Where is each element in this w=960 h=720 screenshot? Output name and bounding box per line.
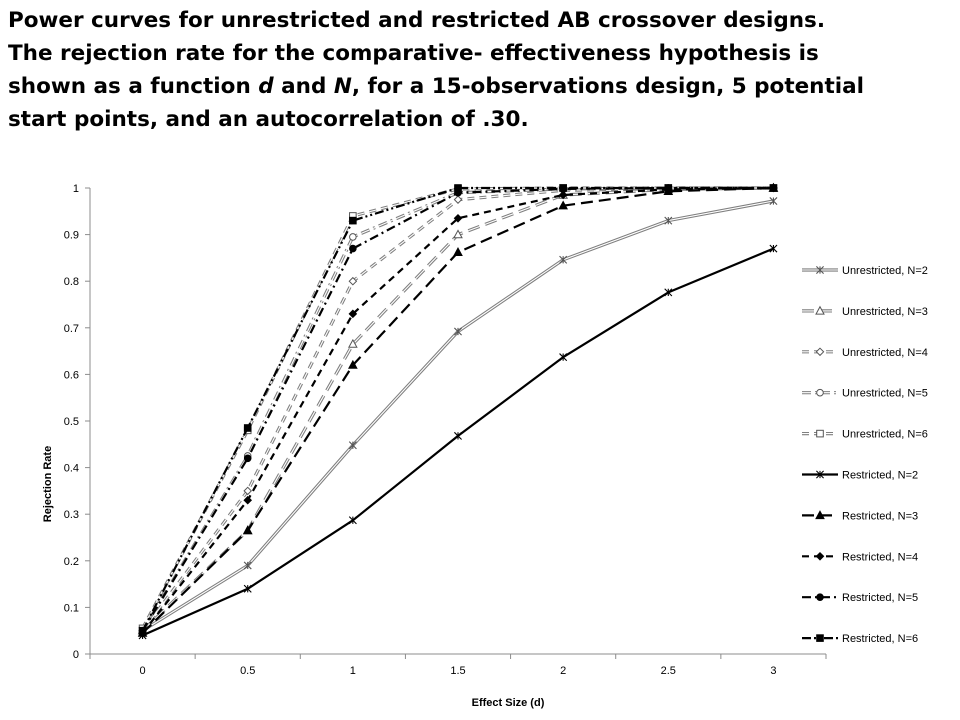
y-tick-label: 0.7 xyxy=(63,322,79,335)
x-tick-label: 0 xyxy=(139,665,146,677)
caption-line-3-start: shown as a function xyxy=(8,74,251,99)
data-point xyxy=(349,517,356,524)
data-point xyxy=(455,185,462,192)
legend-label: Restricted, N=5 xyxy=(842,592,919,605)
data-point xyxy=(816,553,823,560)
legend-item xyxy=(802,388,928,400)
y-tick-label: 0.4 xyxy=(63,462,79,475)
data-point xyxy=(350,245,357,252)
data-point xyxy=(454,196,461,203)
caption-line-1: Power curves for unrestricted and restricted AB crossover designs. xyxy=(8,8,826,33)
data-point xyxy=(560,354,567,361)
data-point xyxy=(560,185,567,192)
x-tick-label: 3 xyxy=(770,665,777,677)
y-tick-label: 0.3 xyxy=(63,509,79,522)
legend-item xyxy=(802,510,918,522)
caption-line-4: start points, and an autocorrelation of .30. xyxy=(8,107,529,132)
legend-item xyxy=(802,347,928,359)
data-point xyxy=(817,635,824,642)
data-point xyxy=(817,389,824,396)
legend-item xyxy=(802,592,918,604)
series-line xyxy=(143,201,774,631)
caption-variable-d: d xyxy=(258,74,274,99)
legend-item xyxy=(802,265,928,277)
legend-item xyxy=(802,633,918,645)
power-curve-chart xyxy=(0,170,960,720)
caption-line-3-end: , for a 15-observations design, 5 potential xyxy=(351,74,865,99)
data-point xyxy=(350,217,357,224)
legend-label: Restricted, N=3 xyxy=(842,510,919,523)
caption-line-2: The rejection rate for the comparative- effectiveness hypothesis is xyxy=(8,41,819,66)
series-line xyxy=(143,249,774,636)
legend-label: Unrestricted, N=6 xyxy=(842,428,928,441)
axes xyxy=(64,183,826,677)
y-tick-label: 0.2 xyxy=(63,555,79,568)
series xyxy=(139,245,777,639)
legend-label: Unrestricted, N=3 xyxy=(842,305,928,318)
data-point xyxy=(244,425,251,432)
legend xyxy=(802,265,928,645)
data-point xyxy=(350,234,357,241)
series xyxy=(139,197,777,634)
data-point xyxy=(665,185,672,192)
caption-variable-n: N xyxy=(333,74,352,99)
legend-item xyxy=(802,470,918,482)
y-tick-label: 0.6 xyxy=(63,369,79,382)
data-point xyxy=(817,430,824,437)
data-point xyxy=(454,248,462,255)
data-point xyxy=(816,348,823,355)
plot-area xyxy=(139,184,778,639)
series xyxy=(139,184,778,636)
data-point xyxy=(139,627,146,634)
legend-item xyxy=(802,429,928,441)
data-point xyxy=(349,442,356,449)
x-tick-label: 0.5 xyxy=(240,665,256,677)
y-tick-label: 0.1 xyxy=(63,602,79,615)
x-tick-label: 2.5 xyxy=(660,665,676,677)
legend-label: Restricted, N=6 xyxy=(842,633,919,646)
x-axis-title: Effect Size (d) xyxy=(471,697,545,709)
legend-label: Restricted, N=2 xyxy=(842,469,919,482)
legend-label: Unrestricted, N=4 xyxy=(842,346,928,359)
y-tick-label: 1 xyxy=(72,183,79,195)
data-point xyxy=(244,455,251,462)
y-tick-label: 0.9 xyxy=(63,229,79,242)
x-tick-label: 1 xyxy=(349,665,356,677)
legend-item xyxy=(802,551,918,563)
y-tick-label: 0 xyxy=(72,649,79,661)
legend-label: Unrestricted, N=5 xyxy=(842,387,928,400)
y-tick-label: 0.5 xyxy=(63,416,79,428)
x-tick-label: 2 xyxy=(560,665,567,677)
y-axis-title: Rejection Rate xyxy=(42,445,54,523)
data-point xyxy=(770,185,777,192)
legend-item xyxy=(802,306,928,318)
data-point xyxy=(817,594,824,601)
legend-label: Restricted, N=4 xyxy=(842,551,919,564)
y-tick-label: 0.8 xyxy=(63,276,79,289)
x-tick-label: 1.5 xyxy=(450,665,466,677)
figure-caption xyxy=(8,4,953,136)
data-point xyxy=(454,432,461,439)
caption-line-3-and: and xyxy=(281,74,327,99)
legend-label: Unrestricted, N=2 xyxy=(842,265,928,277)
